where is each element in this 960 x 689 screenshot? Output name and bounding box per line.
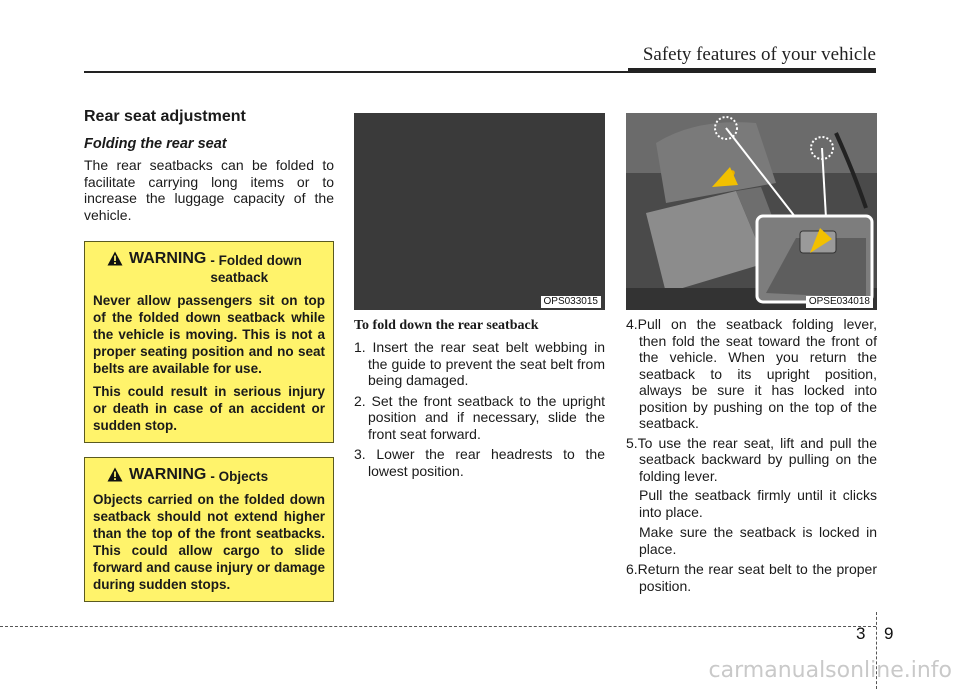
- warning-triangle-icon: [107, 467, 123, 482]
- figure-reference-code: OPSE034018: [806, 296, 873, 308]
- header-rule: [84, 71, 876, 73]
- footer-rule: [0, 626, 876, 627]
- warning-paragraph: This could result in serious injury or death in case of an accident or sudden stop.: [93, 384, 325, 433]
- figure-reference-code: OPS033015: [541, 296, 602, 308]
- procedure-step: 3. Lower the rear headrests to the lowest position.: [354, 446, 605, 479]
- warning-heading: [93, 250, 325, 286]
- procedure-steps: [626, 316, 877, 484]
- middle-column: [354, 318, 605, 483]
- warning-box-folded-seatback: [84, 241, 334, 443]
- figure-photo-seatbelt-guide: [354, 113, 605, 310]
- warning-triangle-icon: [107, 251, 123, 266]
- procedure-step: 5.To use the rear seat, lift and pull the seatback backward by pulling on the folding lever.: [626, 434, 877, 484]
- procedure-heading: To fold down the rear seatback: [354, 318, 539, 333]
- warning-word: WARNING: [129, 466, 207, 483]
- procedure-steps: [354, 339, 605, 479]
- warning-word: WARNING: [129, 250, 207, 267]
- figure-photo-folded-seat: [626, 113, 877, 310]
- procedure-step: 4.Pull on the seatback folding lever, then fold the seat toward the front of the vehicle. When you return the seatback to its upright position, always be sure it has locked into position by pushing on the top of the seatback.: [626, 316, 877, 431]
- right-column: [626, 316, 877, 597]
- folded-seat-illustration: [626, 113, 877, 310]
- left-column: [84, 108, 334, 602]
- intro-paragraph: The rear seatbacks can be folded to facilitate carrying long items or to increase the luggage capacity of the vehicle.: [84, 157, 334, 223]
- warning-heading: [93, 466, 325, 485]
- procedure-steps: [626, 561, 877, 594]
- subsection-title: Folding the rear seat: [84, 136, 227, 152]
- procedure-step: 1. Insert the rear seat belt webbing in the guide to prevent the seat belt from being damaged.: [354, 339, 605, 388]
- watermark: carmanualsonline.info: [708, 658, 952, 683]
- warning-subtitle: - Folded down seatback: [210, 253, 302, 285]
- warning-paragraph: Objects carried on the folded down seatback should not extend higher than the top of the front seatbacks. This could allow cargo to slide forward and cause injury or damage during sudden stops.: [93, 492, 325, 592]
- running-header: Safety features of your vehicle: [642, 44, 876, 65]
- chapter-number: 3: [856, 624, 866, 643]
- step-note: Make sure the seatback is locked in place.: [639, 524, 877, 557]
- section-title: Rear seat adjustment: [84, 108, 246, 125]
- step-note: Pull the seatback firmly until it clicks into place.: [639, 487, 877, 520]
- procedure-step: 6.Return the rear seat belt to the proper position.: [626, 561, 877, 594]
- page-number: 9: [884, 624, 894, 643]
- warning-subtitle: - Objects: [210, 469, 269, 484]
- warning-paragraph: Never allow passengers sit on top of the folded down seatback while the vehicle is moving. This is not a proper seating position and no seat belts are available for use.: [93, 293, 325, 376]
- procedure-step: 2. Set the front seatback to the upright position and if necessary, slide the front seat forward.: [354, 392, 605, 442]
- warning-box-objects: [84, 457, 334, 602]
